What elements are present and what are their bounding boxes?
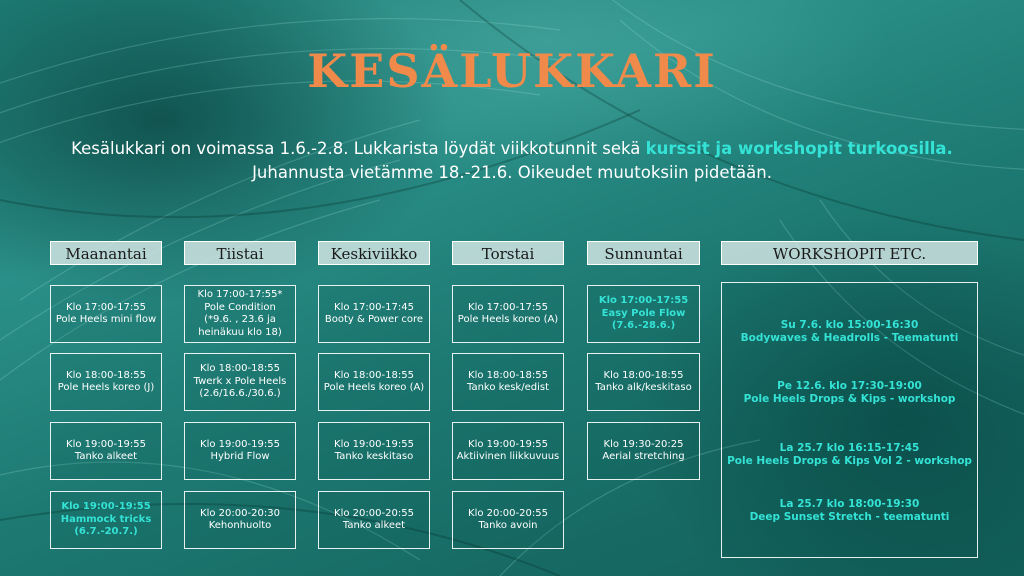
slot-dates: (6.7.-20.7.) bbox=[74, 526, 138, 538]
slot-class: Aerial stretching bbox=[602, 451, 685, 462]
slot-class: Hybrid Flow bbox=[210, 451, 270, 462]
workshop-date: Pe 12.6. klo 17:30-19:00 bbox=[777, 380, 922, 392]
slot-tiistai-3 bbox=[184, 422, 296, 480]
slot-time: Klo 19:30-20:25 bbox=[603, 438, 684, 450]
workshop-name: Deep Sunset Stretch - teematunti bbox=[749, 511, 950, 523]
slot-time: Klo 18:00-18:55 bbox=[66, 369, 146, 381]
slot-time: Klo 20:00-20:55 bbox=[334, 507, 414, 519]
workshop-item-1 bbox=[722, 319, 977, 345]
slot-class: Pole Heels koreo (A) bbox=[323, 382, 425, 393]
slot-time: Klo 18:00-18:55 bbox=[200, 363, 280, 375]
slot-maanantai-1 bbox=[50, 285, 162, 343]
slot-time: Klo 19:00-19:55 bbox=[66, 438, 146, 450]
slot-sunnuntai-3 bbox=[587, 422, 700, 480]
slot-dates: (7.6.-28.6.) bbox=[611, 320, 676, 332]
day-header-tiistai: Tiistai bbox=[184, 241, 296, 265]
slot-keskiviikko-3 bbox=[318, 422, 430, 480]
slot-class: Tanko kesk/edist bbox=[466, 382, 550, 393]
slot-time: Klo 18:00-18:55 bbox=[468, 369, 548, 381]
workshop-item-2 bbox=[722, 380, 977, 406]
slot-keskiviikko-2 bbox=[318, 353, 430, 411]
slot-time: Klo 20:00-20:30 bbox=[200, 507, 280, 519]
slot-class: Tanko avoin bbox=[478, 520, 538, 531]
workshop-date: La 25.7 klo 18:00-19:30 bbox=[779, 498, 920, 510]
day-header-sunnuntai: Sunnuntai bbox=[587, 241, 700, 265]
intro-highlight: kurssit ja workshopit turkoosilla. bbox=[645, 139, 953, 158]
slot-class: Hammock tricks bbox=[60, 513, 152, 525]
intro-text bbox=[0, 137, 1024, 185]
slot-note: heinäkuu klo 18) bbox=[198, 326, 282, 338]
workshop-item-4 bbox=[722, 498, 977, 524]
slot-maanantai-2 bbox=[50, 353, 162, 411]
workshop-date: La 25.7 klo 16:15-17:45 bbox=[779, 442, 920, 454]
slot-class: Kehonhuolto bbox=[208, 520, 272, 531]
slot-time: Klo 20:00-20:55 bbox=[468, 507, 548, 519]
slot-time: Klo 19:00-19:55 bbox=[61, 501, 151, 513]
workshop-name: Pole Heels Drops & Kips - workshop bbox=[743, 393, 956, 405]
slot-class: Easy Pole Flow bbox=[601, 307, 686, 319]
slot-class: Pole Heels koreo (J) bbox=[57, 382, 155, 393]
slot-time: Klo 17:00-17:55 bbox=[468, 301, 548, 313]
slot-maanantai-4 bbox=[50, 491, 162, 549]
slot-class: Aktiivinen liikkuvuus bbox=[456, 451, 560, 462]
slot-time: Klo 17:00-17:55 bbox=[598, 295, 689, 307]
slot-class: Tanko alkeet bbox=[74, 451, 138, 462]
slot-class: Tanko alkeet bbox=[342, 520, 406, 531]
slot-tiistai-1 bbox=[184, 285, 296, 343]
slot-keskiviikko-4 bbox=[318, 491, 430, 549]
slot-tiistai-2 bbox=[184, 353, 296, 411]
slot-time: Klo 18:00-18:55 bbox=[334, 369, 414, 381]
intro-line-2: Juhannusta vietämme 18.-21.6. Oikeudet muutoksiin pidetään. bbox=[252, 163, 772, 182]
day-header-maanantai: Maanantai bbox=[50, 241, 162, 265]
slot-time: Klo 18:00-18:55 bbox=[603, 369, 684, 381]
day-header-keskiviikko: Keskiviikko bbox=[318, 241, 430, 265]
intro-line-1 bbox=[0, 137, 1024, 161]
workshop-item-3 bbox=[722, 442, 977, 468]
slot-class: Pole Heels mini flow bbox=[55, 314, 157, 325]
slot-tiistai-4 bbox=[184, 491, 296, 549]
slot-sunnuntai-1 bbox=[587, 285, 700, 343]
slot-class: Pole Condition bbox=[204, 301, 276, 313]
workshops-header: WORKSHOPIT ETC. bbox=[721, 241, 978, 265]
day-header-torstai: Torstai bbox=[452, 241, 564, 265]
slot-time: Klo 17:00-17:45 bbox=[334, 301, 414, 313]
slot-class: Booty & Power core bbox=[324, 314, 424, 325]
slot-time: Klo 19:00-19:55 bbox=[334, 438, 414, 450]
intro-line-1-text: Kesälukkari on voimassa 1.6.-2.8. Lukkarista löydät viikkotunnit sekä bbox=[71, 139, 646, 158]
workshop-name: Bodywaves & Headrolls - Teematunti bbox=[740, 332, 959, 344]
slot-note: (*9.6. , 23.6 ja bbox=[204, 314, 276, 325]
workshops-box bbox=[721, 282, 978, 558]
slot-sunnuntai-2 bbox=[587, 353, 700, 411]
slot-maanantai-3 bbox=[50, 422, 162, 480]
slot-time: Klo 19:00-19:55 bbox=[200, 438, 280, 450]
slot-torstai-1 bbox=[452, 285, 564, 343]
slot-class: Twerk x Pole Heels bbox=[193, 375, 287, 387]
slot-keskiviikko-1 bbox=[318, 285, 430, 343]
slot-time: Klo 19:00-19:55 bbox=[468, 438, 548, 450]
slot-time: Klo 17:00-17:55 bbox=[66, 301, 146, 313]
slot-torstai-4 bbox=[452, 491, 564, 549]
slot-class: Tanko keskitaso bbox=[334, 451, 414, 462]
workshop-date: Su 7.6. klo 15:00-16:30 bbox=[780, 319, 919, 331]
workshop-name: Pole Heels Drops & Kips Vol 2 - workshop bbox=[727, 455, 972, 467]
page-title: KESÄLUKKARI bbox=[307, 44, 717, 98]
slot-torstai-2 bbox=[452, 353, 564, 411]
slot-time: Klo 17:00-17:55* bbox=[197, 289, 283, 300]
slot-torstai-3 bbox=[452, 422, 564, 480]
slot-class: Pole Heels koreo (A) bbox=[457, 314, 559, 325]
slot-class: Tanko alk/keskitaso bbox=[595, 382, 692, 393]
slot-dates: (2.6/16.6./30.6.) bbox=[199, 388, 281, 400]
